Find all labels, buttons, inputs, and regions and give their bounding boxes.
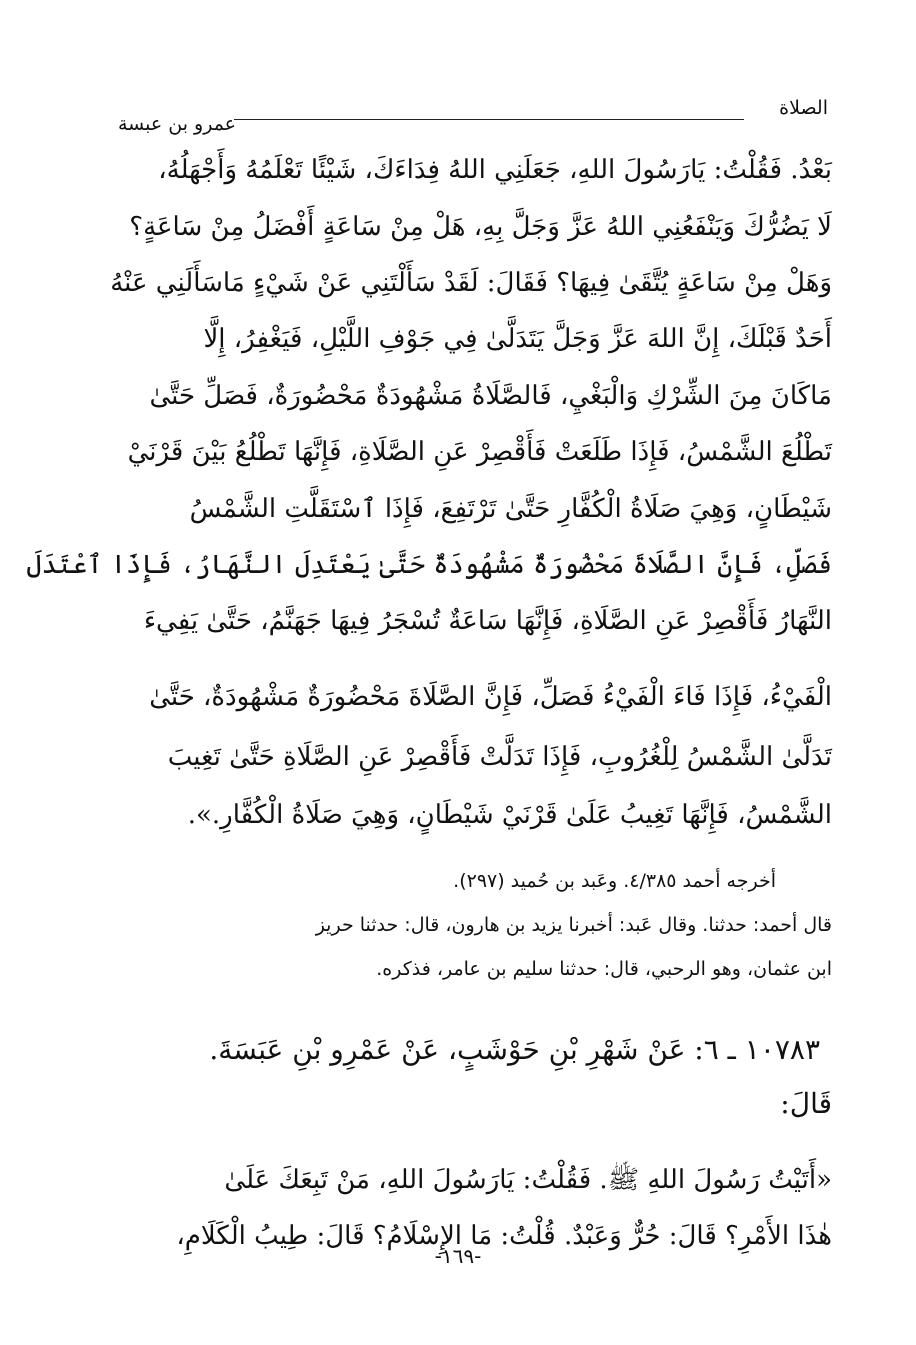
text-line: شَيْطَانٍ، وَهِيَ صَلَاةُ الْكُفَّارِ حَتَّىٰ تَرْتَفِعَ، فَإِذَا ٱسْتَقَلَّتِ الشَّمْسُ [189,494,832,524]
text-line: أَحَدٌ قَبْلَكَ، إِنَّ اللهَ عَزَّ وَجَلَّ يَتَدَلَّىٰ فِي جَوْفِ اللَّيْلِ، فَيَغْفِرُ، إِلَّا [203,324,832,354]
text-line: بَعْدُ. فَقُلْتُ: يَارَسُولَ اللهِ، جَعَلَنِي اللهُ فِدَاءَكَ، شَيْئًا تَعْلَمُهُ وَأَجْهَلُهُ، [158,155,832,185]
text-line: «أَتَيْتُ رَسُولَ اللهِ ﷺ. فَقُلْتُ: يَارَسُولَ اللهِ، مَنْ تَبِعَكَ عَلَىٰ [224,1165,832,1195]
text-line: فَصَلِّ، فَإِنَّ الصَّلَاةَ مَحْضُورَةٌ مَشْهُودَةٌ حَتَّىٰ يَعْتَدِلَ النَّهَارُ، فَإِذَا ٱعْتَدَلَ [26,550,832,580]
text-line: النَّهَارُ فَأَقْصِرْ عَنِ الصَّلَاةِ، فَإِنَّهَا سَاعَةٌ تُسْجَرُ فِيهَا جَهَنَّمُ، حَتَّىٰ يَفِيءَ [143,606,832,636]
text-line: الْفَيْءُ، فَإِذَا فَاءَ الْفَيْءُ فَصَلِّ، فَإِنَّ الصَّلَاةَ مَحْضُورَةٌ مَشْهُودَةٌ، حَتَّىٰ [149,682,832,712]
isnad-line: قال أحمد: حدثنا. وقال عَبد: أخبرنا يزيد بن هارون، قال: حدثنا حريز [315,914,832,936]
text-line: تَطْلُعَ الشَّمْسُ، فَإِذَا طَلَعَتْ فَأَقْصِرْ عَنِ الصَّلَاةِ، فَإِنَّهَا تَطْلُعُ بَيْنَ قَرْنَيْ [127,437,832,467]
main-text-continued [124,657,832,857]
isnad-line: ابن عثمان، وهو الرحبي، قال: حدثنا سليم بن عامر، فذكره. [376,958,832,980]
header-rule [234,119,744,120]
hadith-qala: قَالَ: [780,1087,832,1120]
hadith-number-line: ١٠٧٨٣ ـ ٦: عَنْ شَهْرِ بْنِ حَوْشَبٍ، عَنْ عَمْرِو بْنِ عَبَسَةَ. [209,1033,820,1066]
text-line: تَدَلَّىٰ الشَّمْسُ لِلْغُرُوبِ، فَإِذَا تَدَلَّتْ فَأَقْصِرْ عَنِ الصَّلَاةِ حَتَّىٰ تَغِيبَ [167,742,832,772]
section-title: الصلاة [779,97,828,119]
takhrij-note: أخرجه أحمد ٤/٣٨٥. وعَبد بن حُميد (٢٩٧). [453,870,776,892]
main-text [26,150,832,670]
page-number: -١٦٩- [434,1244,482,1268]
narrator-title: عمرو بن عبسة [118,113,237,135]
text-line: وَهَلْ مِنْ سَاعَةٍ يُتَّقَىٰ فِيهَا؟ فَقَالَ: لَقَدْ سَأَلْتَنِي عَنْ شَيْءٍ مَاسَأَلَنِي عَنْهُ [110,268,832,298]
text-line: مَاكَانَ مِنَ الشِّرْكِ وَالْبَغْيِ، فَالصَّلَاةُ مَشْهُودَةٌ مَحْضُورَةٌ، فَصَلِّ حَتَّىٰ [149,381,832,411]
running-header [118,96,828,136]
text-line: الشَّمْسُ، فَإِنَّهَا تَغِيبُ عَلَىٰ قَرْنَيْ شَيْطَانٍ، وَهِيَ صَلَاةُ الْكُفَّارِ.». [187,800,832,830]
text-line: لَا يَضُرُّكَ وَيَنْفَعُنِي اللهُ عَزَّ وَجَلَّ بِهِ، هَلْ مِنْ سَاعَةٍ أَفْضَلُ مِنْ سَاعَةٍ؟ [129,212,832,242]
text-line: هٰذَا الأَمْرِ؟ قَالَ: حُرٌّ وَعَبْدٌ. قُلْتُ: مَا الإِسْلَامُ؟ قَالَ: طِيبُ الْكَلَامِ، [176,1221,832,1251]
